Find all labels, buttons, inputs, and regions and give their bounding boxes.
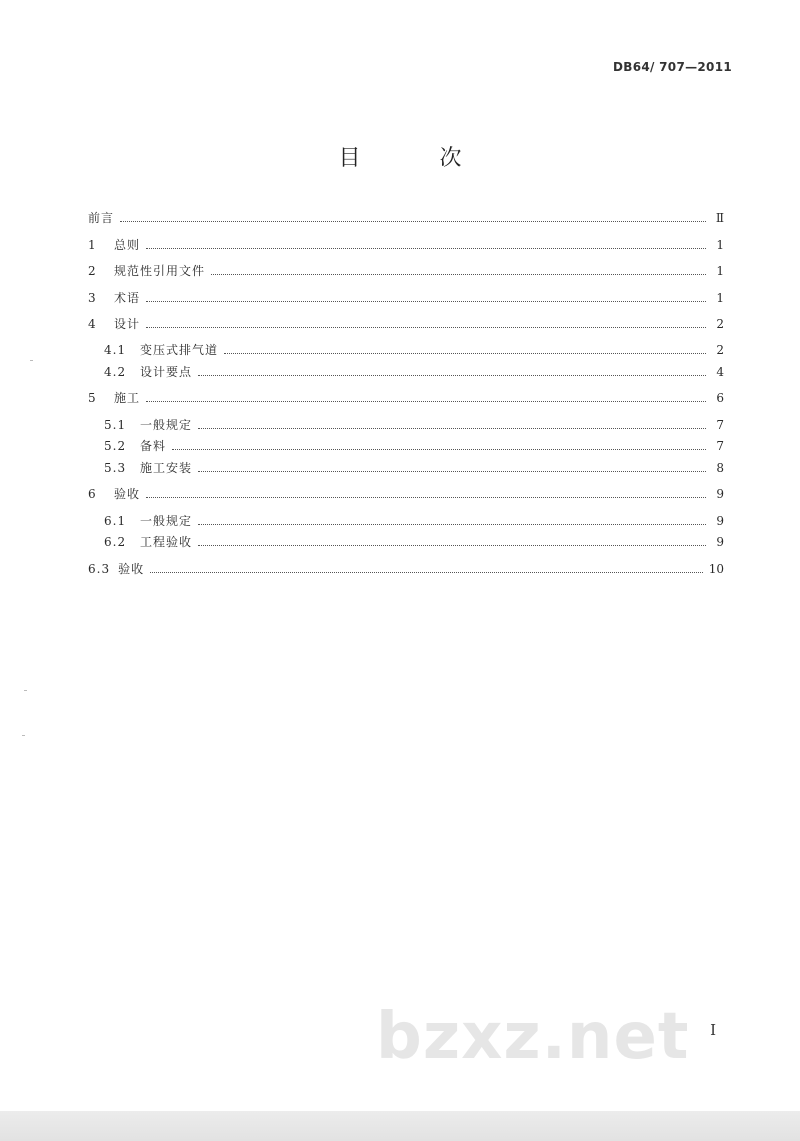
toc-entry[interactable]	[104, 456, 724, 476]
toc-entry[interactable]	[88, 233, 724, 253]
toc-entry-number: 5	[88, 391, 97, 405]
toc-entry-label: 一般规定	[140, 418, 193, 432]
toc-entry-number: 3	[88, 291, 97, 305]
toc-entry-number: 1	[88, 238, 97, 252]
toc-dot-leader	[146, 300, 706, 302]
toc-entry-page: Ⅱ	[715, 211, 724, 225]
toc-entry-label: 设计	[114, 317, 141, 331]
toc-entry[interactable]	[88, 259, 724, 279]
bottom-scan-band	[0, 1111, 800, 1141]
toc-dot-leader	[146, 496, 706, 498]
toc-entry-page: 8	[716, 461, 724, 475]
toc-entry[interactable]	[88, 557, 724, 577]
toc-entry-page: 6	[716, 391, 724, 405]
toc-dot-leader	[224, 352, 706, 354]
toc-entry[interactable]	[104, 434, 724, 454]
toc-entry-number: 4	[88, 317, 97, 331]
toc-entry-page: 9	[716, 487, 724, 501]
toc-entry[interactable]	[88, 386, 724, 406]
toc-entry[interactable]	[104, 338, 724, 358]
toc-entry-number: 4.2	[104, 365, 127, 379]
toc-entry-number: 6.1	[104, 514, 127, 528]
toc-entry[interactable]	[104, 413, 724, 433]
watermark: bzxz.net	[376, 1000, 690, 1074]
toc-entry-number: 5.1	[104, 418, 127, 432]
toc-entry-label: 工程验收	[140, 535, 193, 549]
page-title: 目 次	[338, 146, 498, 171]
toc-dot-leader	[211, 273, 706, 275]
toc-dot-leader	[198, 523, 706, 525]
toc-entry-page: 9	[716, 535, 724, 549]
toc-dot-leader	[146, 400, 706, 402]
toc-dot-leader	[146, 326, 706, 328]
toc-entry-page: 1	[716, 291, 724, 305]
toc-dot-leader	[172, 448, 706, 450]
toc-entry-page: 2	[716, 317, 724, 331]
toc-entry-label: 验收	[114, 487, 141, 501]
toc-entry-number: 6.3	[88, 562, 111, 576]
toc-entry-label: 前言	[88, 211, 115, 225]
toc-dot-leader	[198, 544, 706, 546]
toc-entry-number: 4.1	[104, 343, 127, 357]
toc-entry[interactable]	[88, 286, 724, 306]
toc-entry-page: 1	[716, 264, 724, 278]
page-number: I	[710, 1021, 716, 1039]
toc-entry-page: 4	[716, 365, 724, 379]
toc-entry-label: 备料	[140, 439, 167, 453]
toc-entry-label: 总则	[114, 238, 141, 252]
toc-entry-label: 验收	[118, 562, 145, 576]
toc-entry-label: 一般规定	[140, 514, 193, 528]
toc-entry-label: 设计要点	[140, 365, 193, 379]
toc-entry[interactable]	[104, 509, 724, 529]
toc-entry[interactable]	[88, 312, 724, 332]
toc-dot-leader	[198, 470, 706, 472]
toc-dot-leader	[198, 374, 706, 376]
toc-entry-number: 6	[88, 487, 97, 501]
toc-dot-leader	[198, 427, 706, 429]
toc-entry-page: 9	[716, 514, 724, 528]
document-code: DB64/ 707—2011	[612, 60, 732, 74]
toc-entry-label: 施工	[114, 391, 141, 405]
scan-speck	[22, 735, 25, 736]
toc-entry-page: 10	[708, 562, 724, 576]
toc-dot-leader	[120, 220, 706, 222]
toc-entry-number: 5.2	[104, 439, 127, 453]
toc-dot-leader	[146, 247, 706, 249]
toc-entry-label: 施工安装	[140, 461, 193, 475]
toc-entry[interactable]	[104, 360, 724, 380]
toc-entry-page: 1	[716, 238, 724, 252]
scan-speck	[30, 360, 33, 361]
toc-entry-label: 术语	[114, 291, 141, 305]
toc-dot-leader	[150, 571, 703, 573]
toc-entry-number: 5.3	[104, 461, 127, 475]
toc-entry-label: 规范性引用文件	[114, 264, 206, 278]
toc-entry-label: 变压式排气道	[140, 343, 219, 357]
scan-speck	[24, 690, 27, 691]
toc-entry-page: 7	[716, 439, 724, 453]
toc-entry-page: 7	[716, 418, 724, 432]
toc-entry[interactable]	[88, 206, 724, 226]
toc-entry[interactable]	[104, 530, 724, 550]
toc-entry-page: 2	[716, 343, 724, 357]
toc-entry[interactable]	[88, 482, 724, 502]
toc-entry-number: 6.2	[104, 535, 127, 549]
toc-entry-number: 2	[88, 264, 97, 278]
